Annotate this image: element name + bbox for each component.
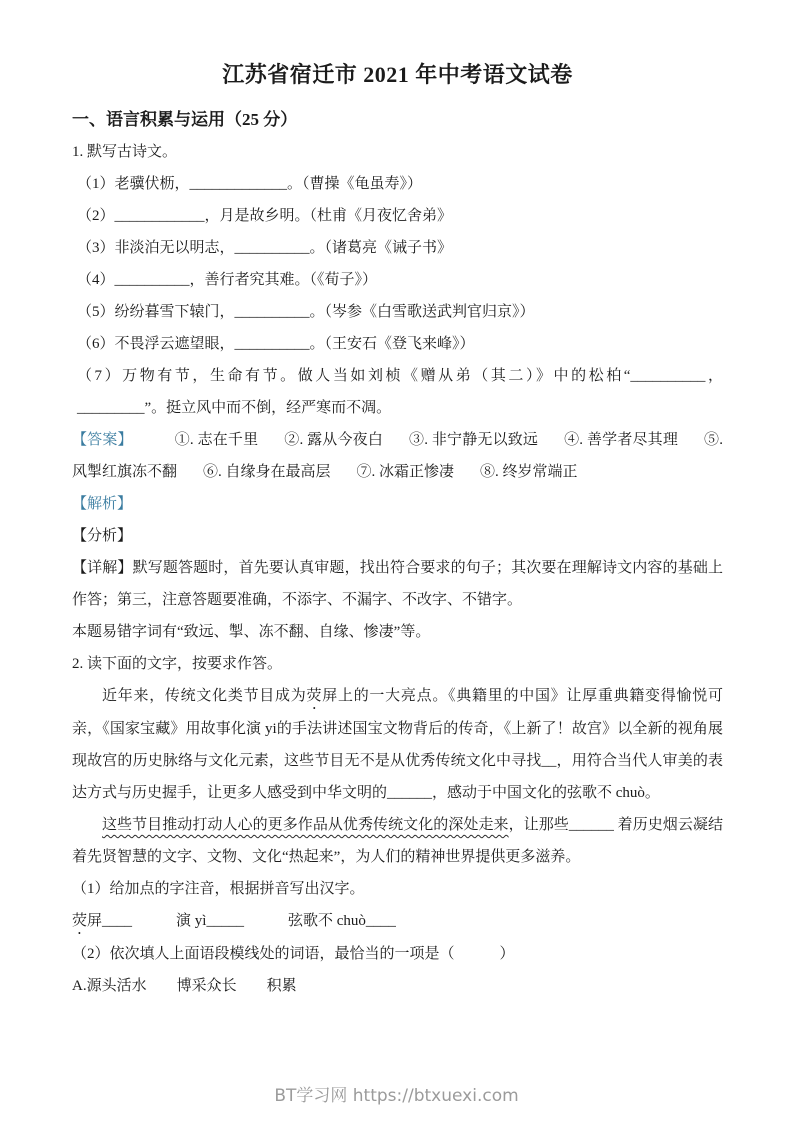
answer-item-8: ⑧. 终岁常端正 [480,464,578,480]
pinyin-item-yingping-rest: 屏____ [87,913,133,929]
pinyin-item-yingping [72,913,132,929]
emphasis-dot-char: 荧 [306,688,323,704]
section-heading: 一、语言积累与运用（25 分） [72,110,298,129]
q1-item-2: （2）____________，月是故乡明。（杜甫《月夜忆舍弟》 [77,208,453,224]
q1-detail [72,552,723,616]
q1-item-3: （3）非淡泊无以明志，__________。（诸葛亮《诫子书》 [77,240,453,256]
emphasis-dot-char: 荧 [72,913,88,929]
para1-before-dot: 近年来，传统文化类节目成为 [102,688,307,704]
answer-item-2: ②. 露从今夜白 [284,432,384,448]
q2-pinyin-line [72,905,723,938]
q2-passage-para-2 [72,809,723,873]
page-title: 江苏省宿迁市 2021 年中考语文试卷 [222,62,573,87]
jiexi-label: 【解析】 [72,496,133,512]
q1-note: 本题易错字词有“致远、掣、冻不翻、自缘、惨凄”等。 [72,624,431,640]
q1-item-1: （1）老骥伏枥，_____________。（曹操《龟虽寿》） [77,176,423,192]
detail-label: 【详解】 [72,560,133,576]
q2-option-a: A.源头活水 博采众长 积累 [72,978,297,994]
q1-item-4: （4）__________，善行者究其难。（《荀子》） [77,272,378,288]
watermark-footer: BT学习网 https://btxuexi.com [274,1086,519,1106]
q2-passage-para-1 [72,680,723,809]
q1-item-5: （5）纷纷暮雪下辕门，__________。（岑参《白雪歌送武判官归京》） [77,304,535,320]
q2-stem: 2. 读下面的文字，按要求作答。 [72,656,283,672]
q1-item-6: （6）不畏浮云遮望眼，__________。（王安石《登飞来峰》） [77,336,475,352]
q2-sub2: （2）依次填人上面语段模线处的词语，最恰当的一项是（ ） [72,946,515,962]
q1-answer-line [72,424,723,488]
answer-item-4: ④. 善学者尽其理 [564,432,679,448]
q1-jiexi-label [72,488,723,520]
para1-after-dot: 屏上的一大亮点。《典籍里的中国》让厚重典籍变得愉悦可亲，《国家宝藏》用故事化演 yi的手法讲述国宝文物背后的传奇，《上新了！故宫》以全新的视角展现故宫的历史脉络与文化元素，这些节目无不是从优秀传统文化中寻找__，用符合当代人审美的表达方式与历史握手，让更多人感受到中华文明的______，感动于中国文化的弦歌不 chuò。 [72,688,723,801]
q2-sub1: （1）给加点的字注音，根据拼音写出汉字。 [72,881,365,897]
answer-item-6: ⑥. 自缘身在最高层 [203,464,331,480]
wavy-underlined-text: 这些节目推动打动人心的更多作品从优秀传统文化的深处走来 [102,817,509,833]
detail-text: 默写题答题时，首先要认真审题，找出符合要求的句子；其次要在理解诗文内容的基础上作答；第三，注意答题要准确，不添字、不漏字、不改字、不错字。 [72,560,723,608]
para2-after-wavy: ，让那些______ 着历史烟云凝结着先贤智慧的文字、文物、文化“热起来”，为人们的精神世界提供更多滋养。 [72,817,723,865]
answer-item-5: ⑤. 风掣红旗冻不翻 [72,432,723,480]
answer-item-1: ①. 志在千里 [174,432,259,448]
answer-label: 【答案】 [72,432,133,448]
q1-fenxi-label: 【分析】 [72,528,133,544]
pinyin-item-yanyi: 演 yì_____ [176,913,244,929]
q1-stem: 1. 默写古诗文。 [72,144,178,160]
pinyin-item-chuo: 弦歌不 chuò____ [287,913,396,929]
answer-item-7: ⑦. 冰霜正惨凄 [356,464,455,480]
q1-item-7: （7）万物有节，生命有节。做人当如刘桢《赠从弟（其二）》中的松柏“__________，_________”。挺立风中而不倒，经严寒而不凋。 [77,368,723,416]
answer-item-3: ③. 非宁静无以致远 [409,432,539,448]
